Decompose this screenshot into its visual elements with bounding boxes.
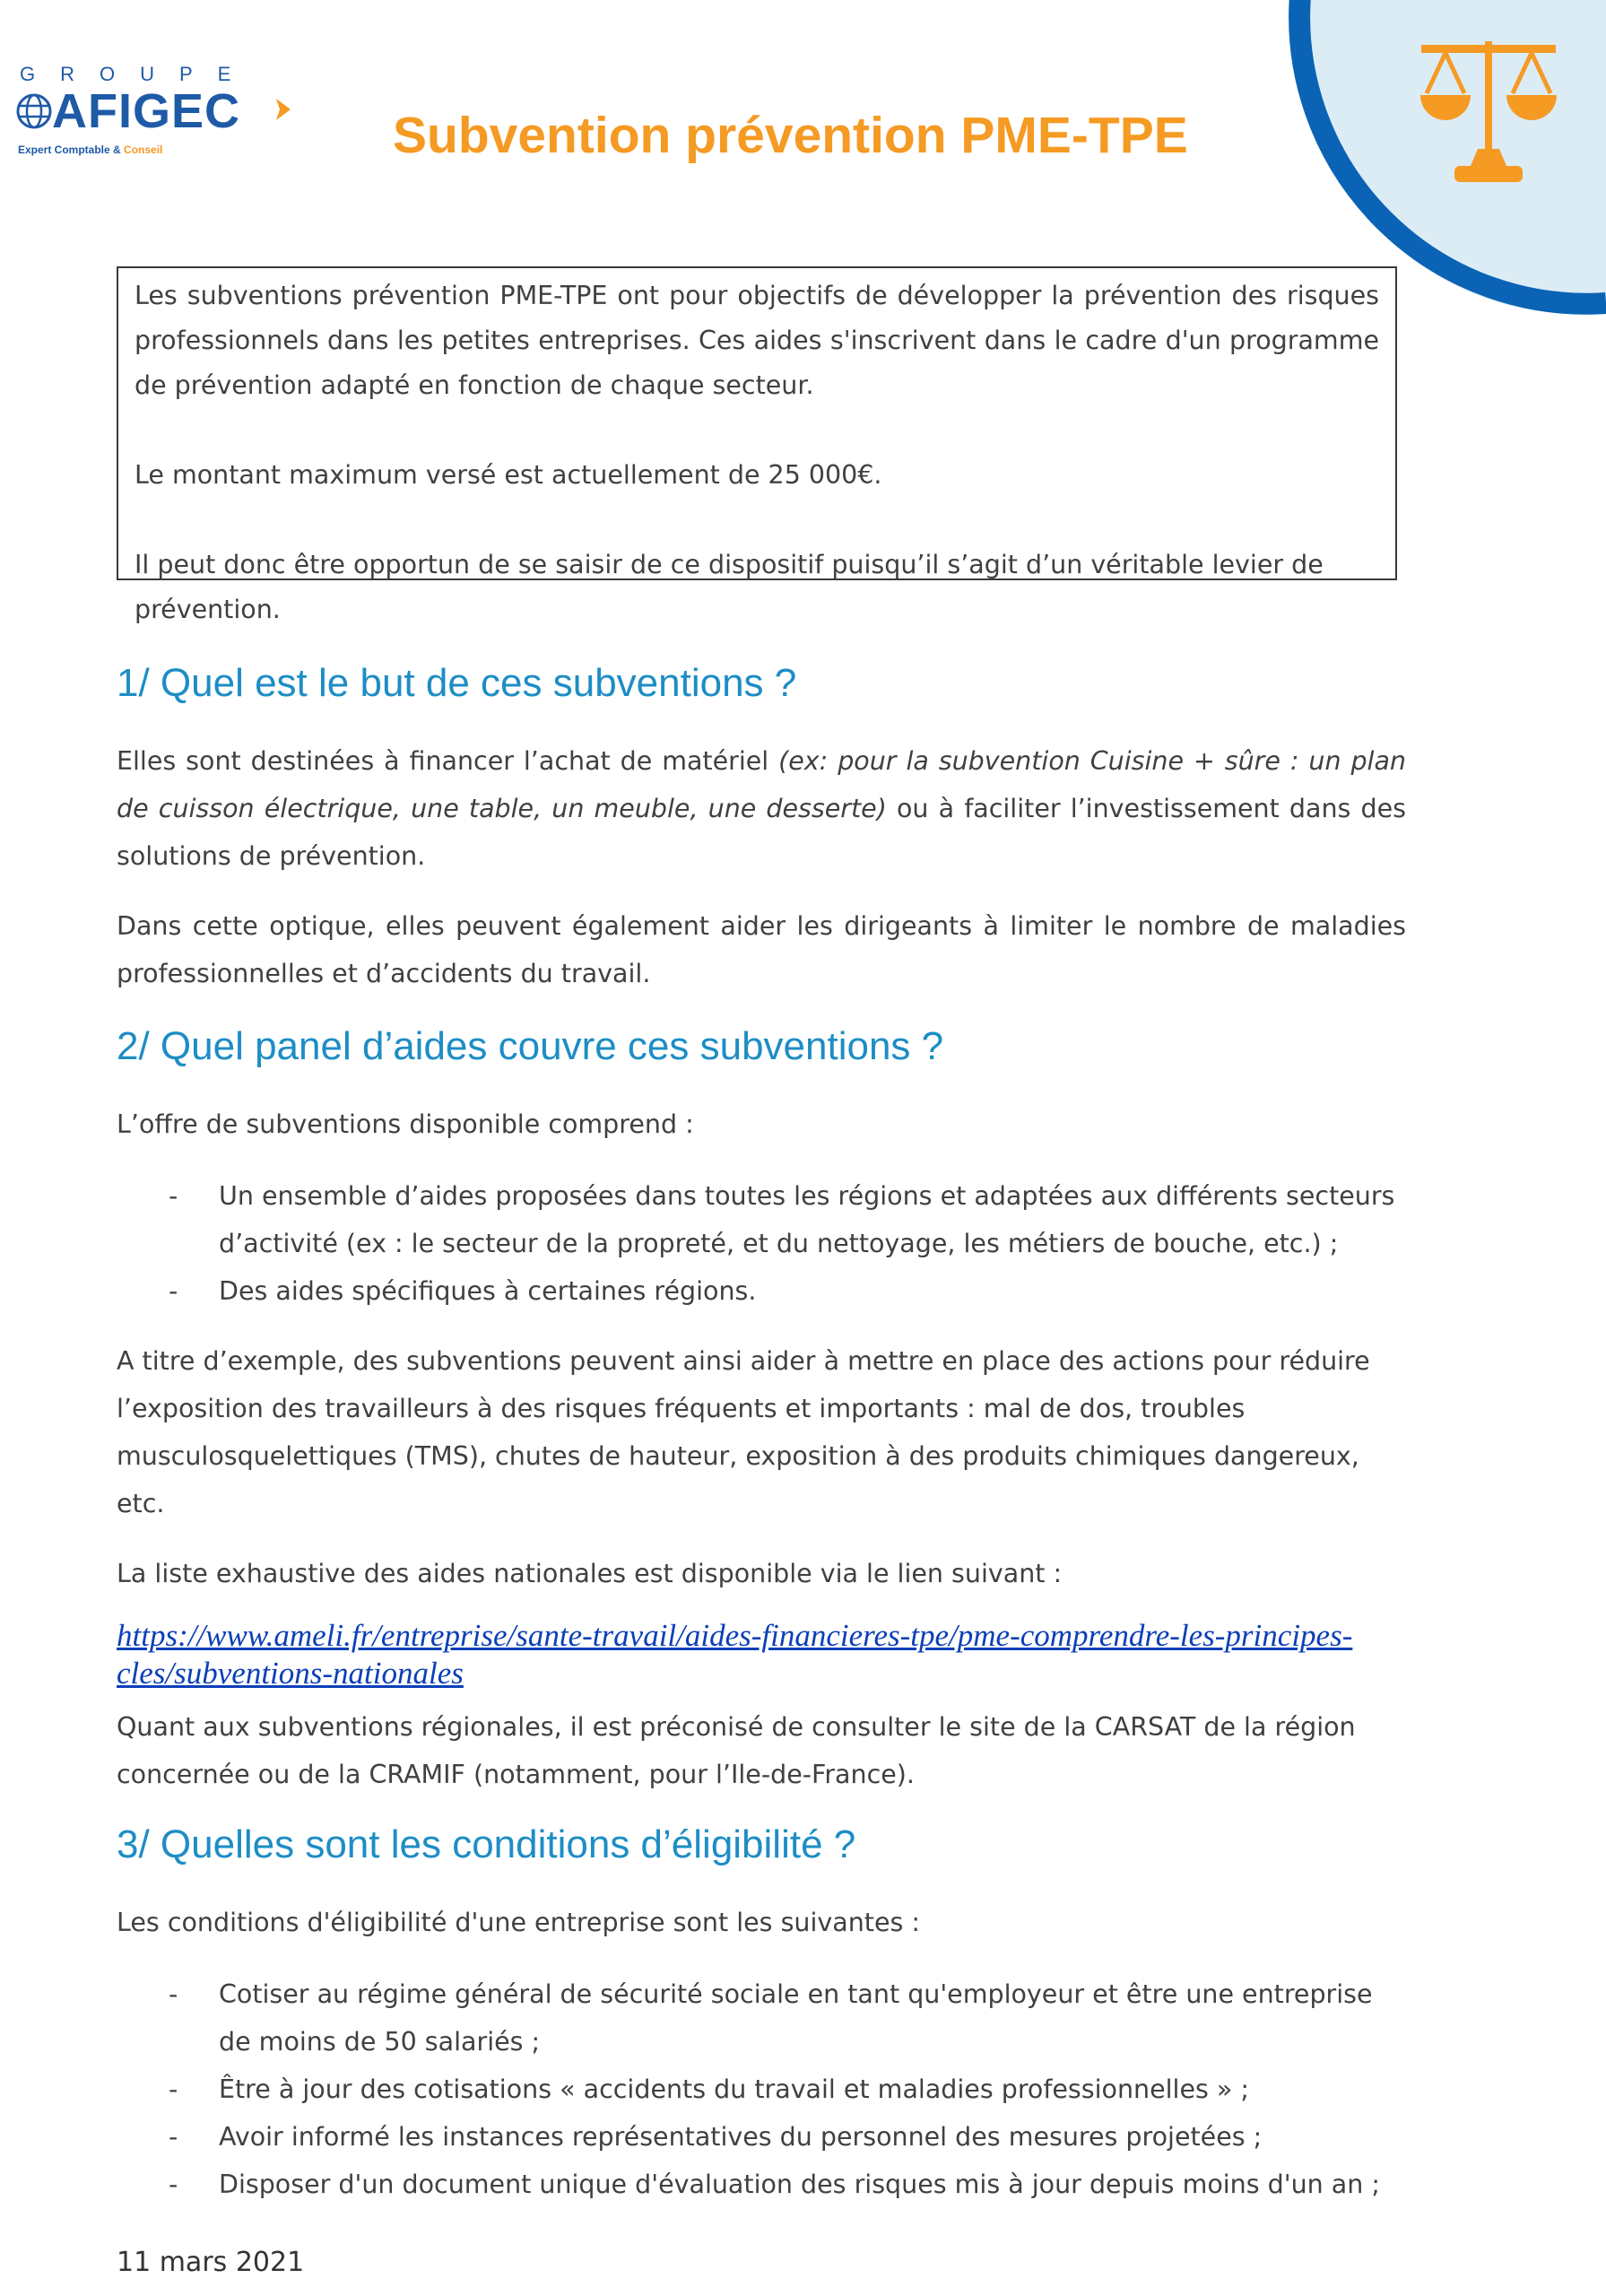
list-item-text: Cotiser au régime général de sécurité sociale en tant qu'employeur et être une entreprise de moins de 50 salariés ; — [219, 1979, 1373, 2057]
list-dash: - — [169, 2170, 178, 2199]
list-dash: - — [169, 1276, 178, 1306]
section-1-heading: 1/ Quel est le but de ces subventions ? — [117, 661, 797, 705]
list-item-text: Avoir informé les instances représentatives du personnel des mesures projetées ; — [219, 2122, 1263, 2152]
section-1-paragraph-2: Dans cette optique, elles peuvent également aider les dirigeants à limiter le nombre de maladies professionnelles et d’accidents du travail. — [117, 911, 1406, 988]
intro-box — [117, 266, 1397, 624]
page-title: Subvention prévention PME-TPE — [393, 107, 1188, 164]
list-item-text: Des aides spécifiques à certaines régions. — [219, 1276, 757, 1306]
section-2-intro: L’offre de subventions disponible comprend : — [117, 1109, 694, 1139]
list-dash: - — [169, 1181, 178, 1211]
section-3-intro: Les conditions d'éligibilité d'une entreprise sont les suivantes : — [117, 1908, 921, 1937]
section-1-paragraph-1-example: (ex: pour la subvention Cuisine + sûre : un plan de cuisson électrique, une table, un meuble, une desserte) — [117, 746, 1406, 823]
section-2-list-intro: La liste exhaustive des aides nationales est disponible via le lien suivant : — [117, 1559, 1063, 1588]
section-1-paragraph-1-start: Elles sont destinées à financer l’achat de matériel — [117, 746, 779, 776]
list-item — [117, 1267, 1406, 1315]
ameli-link[interactable]: https://www.ameli.fr/entreprise/sante-travail/aides-financieres-tpe/pme-comprendre-les-principes-cles/subventions-nationales — [117, 1618, 1353, 1691]
logo-tagline-main: Expert Comptable & — [18, 144, 125, 156]
section-3-heading: 3/ Quelles sont les conditions d’éligibilité ? — [117, 1822, 856, 1866]
intro-paragraph-2: Le montant maximum versé est actuellement de 25 000€. — [135, 460, 882, 490]
footer-date: 11 mars 2021 — [117, 2247, 305, 2278]
section-1-paragraph-1 — [117, 737, 1406, 880]
logo-tagline-accent: Conseil — [124, 144, 163, 156]
list-dash: - — [169, 1979, 178, 2009]
list-item — [117, 2161, 1406, 2208]
list-item-text: Disposer d'un document unique d'évaluation des risques mis à jour depuis moins d'un an ; — [219, 2170, 1380, 2199]
logo-group-text: GROUPE — [20, 63, 256, 85]
logo-tagline — [18, 144, 162, 156]
arrow-icon — [274, 97, 292, 122]
list-dash: - — [169, 2074, 178, 2104]
list-item — [117, 1970, 1406, 2066]
section-2-example-paragraph: A titre d’exemple, des subventions peuvent ainsi aider à mettre en place des actions pour réduire l’exposition des travailleurs à des risques fréquents et importants : mal de dos, troubles musculosquelettiques (TMS), chutes de hauteur, exposition à des produits chimiques dangereux, etc. — [117, 1346, 1370, 1518]
list-item-text: Être à jour des cotisations « accidents du travail et maladies professionnelles » ; — [219, 2074, 1250, 2104]
list-item — [117, 1172, 1406, 1267]
section-3-list — [117, 1970, 1406, 2208]
logo-brand-name: AFIGEC — [52, 84, 241, 138]
section-2-heading: 2/ Quel panel d’aides couvre ces subventions ? — [117, 1024, 944, 1068]
section-1-paragraph-1-end: ou à faciliter l’investissement dans des solutions de prévention. — [117, 794, 1406, 871]
afigec-logo — [13, 63, 299, 170]
section-2-regional-paragraph: Quant aux subventions régionales, il est préconisé de consulter le site de la CARSAT de la région concernée ou de la CRAMIF (notamment, pour l’Ile-de-France). — [117, 1712, 1356, 1789]
logo-brand-row — [13, 84, 299, 138]
intro-paragraph-1: Les subventions prévention PME-TPE ont pour objectifs de développer la prévention des risques professionnels dans les petites entreprises. Ces aides s'inscrivent dans le cadre d'un programme de prévention adapté en fonction de chaque secteur. — [135, 281, 1379, 400]
main-content — [117, 628, 1406, 2208]
list-item — [117, 2113, 1406, 2161]
globe-icon — [16, 93, 52, 129]
list-item-text: Un ensemble d’aides proposées dans toutes les régions et adaptées aux différents secteurs d’activité (ex : le secteur de la propreté, et du nettoyage, les métiers de bouche, etc.) ; — [219, 1181, 1395, 1258]
section-2-list — [117, 1172, 1406, 1315]
intro-paragraph-3: Il peut donc être opportun de se saisir de ce dispositif puisqu’il s’agit d’un véritable levier de prévention. — [135, 550, 1324, 624]
list-item — [117, 2066, 1406, 2113]
list-dash: - — [169, 2122, 178, 2152]
